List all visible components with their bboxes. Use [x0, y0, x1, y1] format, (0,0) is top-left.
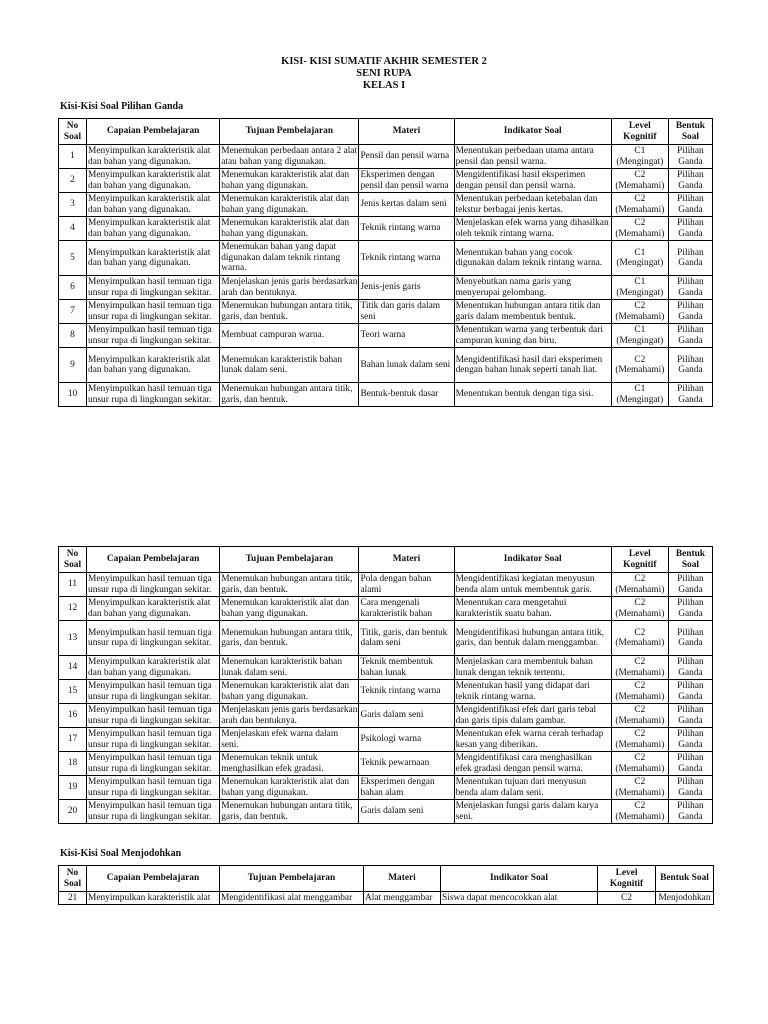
header-no-soal: No Soal	[59, 547, 87, 573]
cell-tujuan-pembelajaran: Menemukan karakteristik alat dan bahan yang digunakan.	[220, 217, 359, 241]
cell-materi: Pola dengan bahan alami	[359, 573, 454, 597]
cell-materi: Eksperimen dengan bahan alam	[359, 776, 454, 800]
table-pilihan-ganda-2	[58, 546, 713, 824]
cell-no-soal: 12	[59, 597, 87, 621]
cell-level-kognitif: C2 (Memahami)	[611, 169, 668, 193]
cell-level-kognitif: C2 (Memahami)	[611, 728, 668, 752]
title-line-2: SENI RUPA	[356, 68, 412, 79]
cell-indikator-soal: Menentukan tujuan dari menyusun benda alam dalam seni.	[454, 776, 611, 800]
cell-tujuan-pembelajaran: Menemukan hubungan antara titik, garis, dan bentuk.	[220, 300, 359, 324]
cell-indikator-soal: Menentukan bahan yang cocok digunakan dalam teknik rintang warna.	[454, 241, 611, 276]
cell-bentuk-soal: Pilihan Ganda	[668, 169, 712, 193]
cell-materi: Psikologi warna	[359, 728, 454, 752]
cell-level-kognitif: C2 (Memahami)	[611, 193, 668, 217]
cell-tujuan-pembelajaran: Menemukan karakteristik alat dan bahan yang digunakan.	[220, 680, 359, 704]
cell-indikator-soal: Menentukan warna yang terbentuk dari campuran kuning dan biru.	[454, 324, 611, 348]
cell-indikator-soal: Siswa dapat mencocokkan alat	[441, 892, 598, 905]
cell-capaian-pembelajaran: Menyimpulkan hasil temuan tiga unsur rupa di lingkungan sekitar.	[87, 621, 220, 656]
cell-capaian-pembelajaran: Menyimpulkan hasil temuan tiga unsur rupa di lingkungan sekitar.	[87, 704, 220, 728]
cell-no-soal: 9	[59, 348, 87, 383]
cell-no-soal: 15	[59, 680, 87, 704]
cell-no-soal: 1	[59, 145, 87, 169]
cell-tujuan-pembelajaran: Menemukan karakteristik alat dan bahan yang digunakan.	[220, 597, 359, 621]
section-heading-menjodohkan: Kisi-Kisi Soal Menjodohkan	[60, 848, 182, 859]
table-header-row	[59, 119, 713, 145]
cell-indikator-soal: Mengidentifikasi hasil dari eksperimen dengan bahan lunak seperti tanah liat.	[454, 348, 611, 383]
cell-materi: Jenis kertas dalam seni	[359, 193, 454, 217]
cell-bentuk-soal: Pilihan Ganda	[668, 145, 712, 169]
cell-bentuk-soal: Pilihan Ganda	[668, 704, 712, 728]
table-row	[59, 776, 713, 800]
cell-no-soal: 14	[59, 656, 87, 680]
cell-materi: Titik dan garis dalam seni	[359, 300, 454, 324]
cell-capaian-pembelajaran: Menyimpulkan karakteristik alat dan bahan yang digunakan.	[87, 348, 220, 383]
cell-indikator-soal: Menjelaskan fungsi garis dalam karya seni.	[454, 800, 611, 824]
cell-bentuk-soal: Pilihan Ganda	[668, 573, 712, 597]
header-capaian-pembelajaran: Capaian Pembelajaran	[87, 547, 220, 573]
cell-tujuan-pembelajaran: Menemukan karakteristik alat dan bahan yang digunakan.	[220, 776, 359, 800]
header-bentuk-soal: Bentuk Soal	[668, 547, 712, 573]
table-row	[59, 300, 713, 324]
cell-indikator-soal: Menentukan bentuk dengan tiga sisi.	[454, 383, 611, 407]
header-level-kognitif: Level Kognitif	[611, 119, 668, 145]
cell-no-soal: 10	[59, 383, 87, 407]
cell-tujuan-pembelajaran: Menemukan karakteristik bahan lunak dalam seni.	[220, 656, 359, 680]
cell-capaian-pembelajaran: Menyimpulkan karakteristik alat dan bahan yang digunakan.	[87, 145, 220, 169]
cell-indikator-soal: Mengidentifikasi hubungan antara titik, garis, dan bentuk dalam menggambar.	[454, 621, 611, 656]
cell-indikator-soal: Menjelaskan cara membentuk bahan lunak dengan teknik tertentu.	[454, 656, 611, 680]
table-row	[59, 276, 713, 300]
header-tujuan-pembelajaran: Tujuan Pembelajaran	[220, 866, 364, 892]
table-row	[59, 704, 713, 728]
table-row	[59, 348, 713, 383]
cell-no-soal: 5	[59, 241, 87, 276]
header-no-soal: No Soal	[59, 866, 87, 892]
cell-no-soal: 3	[59, 193, 87, 217]
title-line-3: KELAS I	[362, 80, 406, 91]
cell-materi: Bahan lunak dalam seni	[359, 348, 454, 383]
cell-level-kognitif: C2 (Memahami)	[611, 776, 668, 800]
cell-materi: Pensil dan pensil warna	[359, 145, 454, 169]
cell-capaian-pembelajaran: Menyimpulkan karakteristik alat dan bahan yang digunakan.	[87, 217, 220, 241]
cell-materi: Titik, garis, dan bentuk dalam seni	[359, 621, 454, 656]
cell-capaian-pembelajaran: Menyimpulkan hasil temuan tiga unsur rupa di lingkungan sekitar.	[87, 776, 220, 800]
cell-materi: Alat menggambar	[364, 892, 441, 905]
cell-level-kognitif: C1 (Mengingat)	[611, 145, 668, 169]
header-level-kognitif: Level Kognitif	[598, 866, 656, 892]
table-row	[59, 892, 714, 905]
table-row	[59, 241, 713, 276]
header-no-soal: No Soal	[59, 119, 87, 145]
cell-capaian-pembelajaran: Menyimpulkan hasil temuan tiga unsur rupa di lingkungan sekitar.	[87, 680, 220, 704]
section-heading-pilihan-ganda: Kisi-Kisi Soal Pilihan Ganda	[60, 101, 184, 112]
cell-indikator-soal: Menentukan hubungan antara titik dan garis dalam membentuk bentuk.	[454, 300, 611, 324]
table-row	[59, 680, 713, 704]
header-tujuan-pembelajaran: Tujuan Pembelajaran	[220, 119, 359, 145]
cell-level-kognitif: C2 (Memahami)	[611, 680, 668, 704]
cell-tujuan-pembelajaran: Menemukan bahan yang dapat digunakan dalam teknik rintang warna.	[220, 241, 359, 276]
table-row	[59, 597, 713, 621]
cell-level-kognitif: C2 (Memahami)	[611, 800, 668, 824]
cell-bentuk-soal: Pilihan Ganda	[668, 776, 712, 800]
table-row	[59, 324, 713, 348]
cell-level-kognitif: C2 (Memahami)	[611, 573, 668, 597]
table-row	[59, 800, 713, 824]
header-indikator-soal: Indikator Soal	[454, 119, 611, 145]
title-line-1: KISI- KISI SUMATIF AKHIR SEMESTER 2	[281, 56, 487, 67]
header-materi: Materi	[364, 866, 441, 892]
table-row	[59, 728, 713, 752]
cell-materi: Teknik rintang warna	[359, 241, 454, 276]
table-row	[59, 169, 713, 193]
table-menjodohkan	[58, 865, 714, 905]
cell-no-soal: 7	[59, 300, 87, 324]
cell-level-kognitif: C2 (Memahami)	[611, 656, 668, 680]
cell-materi: Teknik membentuk bahan lunak	[359, 656, 454, 680]
cell-bentuk-soal: Menjodohkan	[656, 892, 714, 905]
cell-capaian-pembelajaran: Menyimpulkan hasil temuan tiga unsur rupa di lingkungan sekitar.	[87, 300, 220, 324]
cell-capaian-pembelajaran: Menyimpulkan hasil temuan tiga unsur rupa di lingkungan sekitar.	[87, 276, 220, 300]
table-row	[59, 752, 713, 776]
cell-level-kognitif: C2 (Memahami)	[611, 597, 668, 621]
cell-bentuk-soal: Pilihan Ganda	[668, 800, 712, 824]
cell-no-soal: 13	[59, 621, 87, 656]
cell-indikator-soal: Menyebutkan nama garis yang menyerupai gelombang.	[454, 276, 611, 300]
cell-materi: Garis dalam seni	[359, 704, 454, 728]
cell-tujuan-pembelajaran: Menemukan hubungan antara titik, garis, dan bentuk.	[220, 800, 359, 824]
cell-indikator-soal: Mengidentifikasi kegiatan menyusun benda alam untuk membentuk garis.	[454, 573, 611, 597]
cell-bentuk-soal: Pilihan Ganda	[668, 348, 712, 383]
cell-indikator-soal: Menentukan hasil yang didapat dari teknik rintang warna.	[454, 680, 611, 704]
cell-materi: Garis dalam seni	[359, 800, 454, 824]
cell-tujuan-pembelajaran: Menjelaskan jenis garis berdasarkan arah dan bentuknya.	[221, 277, 358, 298]
cell-no-soal: 21	[59, 892, 87, 905]
cell-materi: Eksperimen dengan pensil dan pensil warna	[359, 169, 454, 193]
cell-level-kognitif: C2 (Memahami)	[611, 621, 668, 656]
cell-capaian-pembelajaran: Menyimpulkan karakteristik alat dan bahan yang digunakan.	[87, 656, 220, 680]
cell-level-kognitif: C2 (Memahami)	[611, 704, 668, 728]
cell-bentuk-soal: Pilihan Ganda	[668, 241, 712, 276]
cell-capaian-pembelajaran: Menyimpulkan karakteristik alat	[87, 892, 220, 905]
header-bentuk-soal: Bentuk Soal	[656, 866, 714, 892]
header-indikator-soal: Indikator Soal	[454, 547, 611, 573]
cell-capaian-pembelajaran: Menyimpulkan karakteristik alat dan bahan yang digunakan.	[87, 193, 220, 217]
cell-indikator-soal: Menentukan perbedaan ketebalan dan tekstur berbagai jenis kertas.	[454, 193, 611, 217]
cell-materi: Teknik pewarnaan	[359, 752, 454, 776]
cell-tujuan-pembelajaran: Menemukan karakteristik alat dan bahan yang digunakan.	[220, 169, 359, 193]
cell-no-soal: 20	[59, 800, 87, 824]
cell-bentuk-soal: Pilihan Ganda	[668, 276, 712, 300]
cell-capaian-pembelajaran: Menyimpulkan hasil temuan tiga unsur rupa di lingkungan sekitar.	[87, 800, 220, 824]
cell-tujuan-pembelajaran: Menemukan hubungan antara titik, garis, dan bentuk.	[220, 621, 359, 656]
cell-materi: Bentuk-bentuk dasar	[359, 383, 454, 407]
cell-materi: Jenis-jenis garis	[359, 276, 454, 300]
cell-bentuk-soal: Pilihan Ganda	[668, 597, 712, 621]
cell-no-soal: 4	[59, 217, 87, 241]
cell-capaian-pembelajaran: Menyimpulkan karakteristik alat dan bahan yang digunakan.	[87, 241, 220, 276]
table-row	[59, 193, 713, 217]
cell-bentuk-soal: Pilihan Ganda	[668, 324, 712, 348]
cell-tujuan-pembelajaran: Menemukan hubungan antara titik, garis, dan bentuk.	[220, 383, 359, 407]
table-row	[59, 145, 713, 169]
table-pilihan-ganda-1	[58, 118, 713, 407]
header-capaian-pembelajaran: Capaian Pembelajaran	[87, 866, 220, 892]
cell-capaian-pembelajaran: Menyimpulkan hasil temuan tiga unsur rupa di lingkungan sekitar.	[87, 728, 220, 752]
cell-level-kognitif: C2	[598, 892, 656, 905]
cell-tujuan-pembelajaran: Menjelaskan efek warna dalam seni.	[220, 728, 359, 752]
cell-capaian-pembelajaran: Menyimpulkan hasil temuan tiga unsur rupa di lingkungan sekitar.	[87, 383, 220, 407]
table-row	[59, 656, 713, 680]
cell-level-kognitif: C2 (Memahami)	[611, 348, 668, 383]
cell-no-soal: 2	[59, 169, 87, 193]
cell-bentuk-soal: Pilihan Ganda	[668, 752, 712, 776]
cell-level-kognitif: C2 (Memahami)	[611, 752, 668, 776]
header-capaian-pembelajaran: Capaian Pembelajaran	[87, 119, 220, 145]
table-header-row	[59, 866, 714, 892]
header-level-kognitif: Level Kognitif	[611, 547, 668, 573]
cell-level-kognitif: C2 (Memahami)	[611, 217, 668, 241]
cell-materi: Teori warna	[359, 324, 454, 348]
cell-no-soal: 16	[59, 704, 87, 728]
cell-no-soal: 8	[59, 324, 87, 348]
cell-bentuk-soal: Pilihan Ganda	[668, 621, 712, 656]
cell-level-kognitif: C2 (Memahami)	[611, 300, 668, 324]
cell-capaian-pembelajaran: Menyimpulkan karakteristik alat dan bahan yang digunakan.	[87, 597, 220, 621]
cell-indikator-soal: Menentukan perbedaan utama antara pensil dan pensil warna.	[454, 145, 611, 169]
cell-level-kognitif: C1 (Mengingat)	[611, 324, 668, 348]
cell-capaian-pembelajaran: Menyimpulkan hasil temuan tiga unsur rupa di lingkungan sekitar.	[87, 324, 220, 348]
header-bentuk-soal: Bentuk Soal	[668, 119, 712, 145]
cell-no-soal: 18	[59, 752, 87, 776]
cell-bentuk-soal: Pilihan Ganda	[668, 680, 712, 704]
cell-tujuan-pembelajaran: Mengidentifikasi alat menggambar	[220, 892, 364, 905]
table-row	[59, 383, 713, 407]
cell-bentuk-soal: Pilihan Ganda	[668, 300, 712, 324]
header-indikator-soal: Indikator Soal	[441, 866, 598, 892]
header-tujuan-pembelajaran: Tujuan Pembelajaran	[220, 547, 359, 573]
cell-indikator-soal: Menentukan cara mengetahui karakteristik suatu bahan.	[454, 597, 611, 621]
cell-no-soal: 6	[59, 276, 87, 300]
cell-level-kognitif: C1 (Mengingat)	[611, 383, 668, 407]
cell-no-soal: 11	[59, 573, 87, 597]
cell-indikator-soal: Mengidentifikasi efek dari garis tebal dan garis tipis dalam gambar.	[454, 704, 611, 728]
cell-tujuan-pembelajaran: Menemukan karakteristik bahan lunak dalam seni.	[220, 348, 359, 383]
cell-tujuan-pembelajaran: Menemukan hubungan antara titik, garis, dan bentuk.	[220, 573, 359, 597]
cell-tujuan-pembelajaran: Menemukan perbedaan antara 2 alat atau bahan yang digunakan.	[221, 146, 358, 167]
cell-bentuk-soal: Pilihan Ganda	[668, 217, 712, 241]
table-row	[59, 621, 713, 656]
table-header-row	[59, 547, 713, 573]
cell-bentuk-soal: Pilihan Ganda	[668, 728, 712, 752]
cell-no-soal: 17	[59, 728, 87, 752]
document-title	[0, 56, 768, 92]
table-row	[59, 217, 713, 241]
cell-tujuan-pembelajaran: Menjelaskan jenis garis berdasarkan arah dan bentuknya.	[221, 705, 358, 726]
cell-materi: Cara mengenali karakteristik bahan	[359, 597, 454, 621]
cell-indikator-soal: Menentukan efek warna cerah terhadap kesan yang diberikan.	[454, 728, 611, 752]
cell-tujuan-pembelajaran: Menemukan teknik untuk menghasilkan efek gradasi.	[220, 752, 359, 776]
cell-materi: Teknik rintang warna	[359, 217, 454, 241]
table-row	[59, 573, 713, 597]
cell-capaian-pembelajaran: Menyimpulkan hasil temuan tiga unsur rupa di lingkungan sekitar.	[87, 573, 220, 597]
cell-capaian-pembelajaran: Menyimpulkan hasil temuan tiga unsur rupa di lingkungan sekitar.	[87, 752, 220, 776]
cell-bentuk-soal: Pilihan Ganda	[668, 193, 712, 217]
cell-bentuk-soal: Pilihan Ganda	[668, 656, 712, 680]
cell-level-kognitif: C1 (Mengingat)	[611, 276, 668, 300]
cell-indikator-soal: Menjelaskan efek warna yang dihasilkan oleh teknik rintang warna.	[454, 217, 611, 241]
header-materi: Materi	[359, 547, 454, 573]
cell-capaian-pembelajaran: Menyimpulkan karakteristik alat dan bahan yang digunakan.	[87, 169, 220, 193]
cell-tujuan-pembelajaran: Menemukan karakteristik alat dan bahan yang digunakan.	[220, 193, 359, 217]
cell-indikator-soal: Mengidentifikasi hasil eksperimen dengan pensil dan pensil warna.	[454, 169, 611, 193]
cell-level-kognitif: C1 (Mengingat)	[611, 241, 668, 276]
cell-no-soal: 19	[59, 776, 87, 800]
header-materi: Materi	[359, 119, 454, 145]
cell-materi: Teknik rintang warna	[359, 680, 454, 704]
cell-indikator-soal: Mengidentifikasi cara menghasilkan efek gradasi dengan pensil warna.	[454, 752, 611, 776]
cell-tujuan-pembelajaran: Membuat campuran warna.	[220, 324, 359, 348]
cell-bentuk-soal: Pilihan Ganda	[668, 383, 712, 407]
